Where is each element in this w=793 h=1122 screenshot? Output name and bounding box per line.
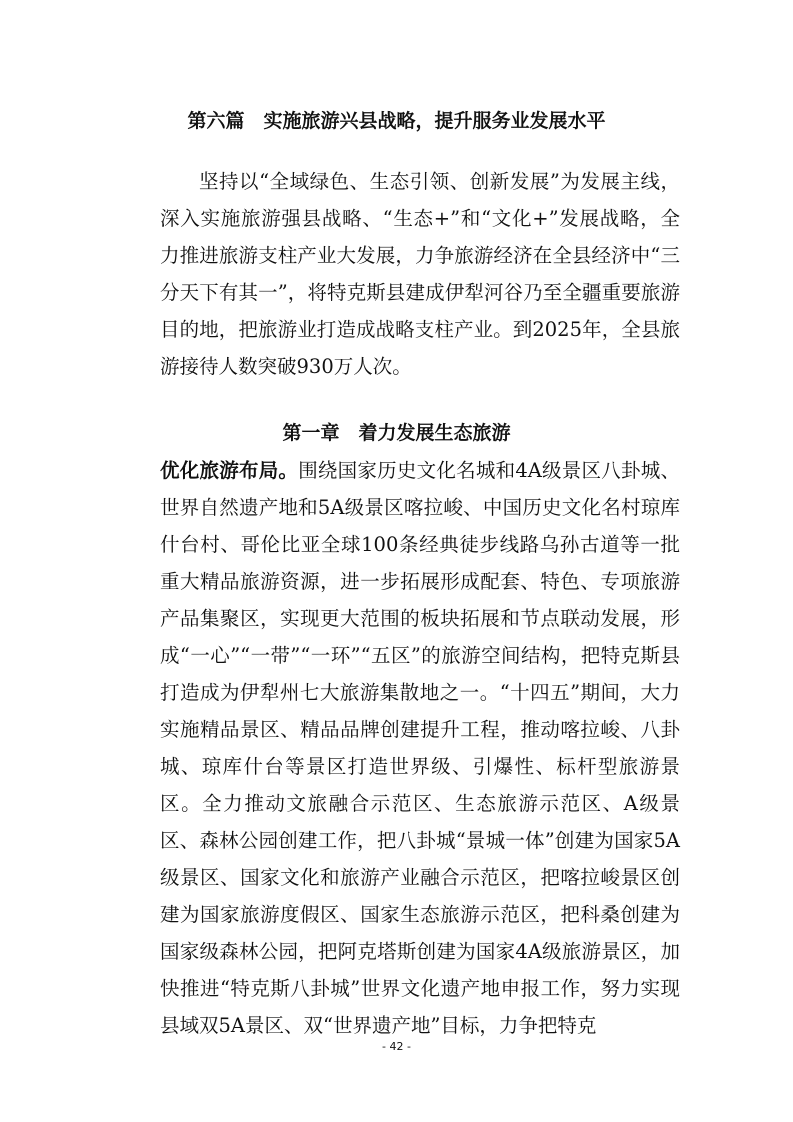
chapter-title: 第一章 着力发展生态旅游 — [282, 422, 511, 444]
paragraph-lead: 优化旅游布局。 — [160, 459, 299, 482]
body-paragraph — [160, 452, 680, 1044]
paragraph-text: 围绕国家历史文化名城和4A级景区八卦城、世界自然遗产地和5A级景区喀拉峻、中国历史文化名村琼库什台村、哥伦比亚全球100条经典徒步线路乌孙古道等一批重大精品旅游资源，进一步拓展形成配套、特色、专项旅游产品集聚区，实现更大范围的板块拓展和节点联动发展，形成“一心”“一带”“一环”“五区”的旅游空间结构，把特克斯县打造成为伊犁州七大旅游集散地之一。“十四五”期间，大力实施精品景区、精品品牌创建提升工程，推动喀拉峻、八卦城、琼库什台等景区打造世界级、引爆性、标杆型旅游景区。全力推动文旅融合示范区、生态旅游示范区、A级景区、森林公园创建工作，把八卦城“景城一体”创建为国家5A级景区、国家文化和旅游产业融合示范区，把喀拉峻景区创建为国家旅游度假区、国家生态旅游示范区，把科桑创建为国家级森林公园，把阿克塔斯创建为国家4A级旅游景区，加快推进“特克斯八卦城”世界文化遗产地申报工作，努力实现县域双5A景区、双“世界遗产地”目标，力争把特克 — [160, 459, 680, 1037]
intro-paragraph: 坚持以“全域绿色、生态引领、创新发展”为发展主线，深入实施旅游强县战略、“生态+”和“文化+”发展战略，全力推进旅游支柱产业大发展，力争旅游经济在全县经济中“三分天下有其一”，将特克斯县建成伊犁河谷乃至全疆重要旅游目的地，把旅游业打造成战略支柱产业。到2025年，全县旅游接待人数突破930万人次。 — [160, 170, 680, 378]
section-title: 第六篇 实施旅游兴县战略，提升服务业发展水平 — [187, 110, 606, 132]
page-number: - 42 - — [382, 1040, 411, 1053]
